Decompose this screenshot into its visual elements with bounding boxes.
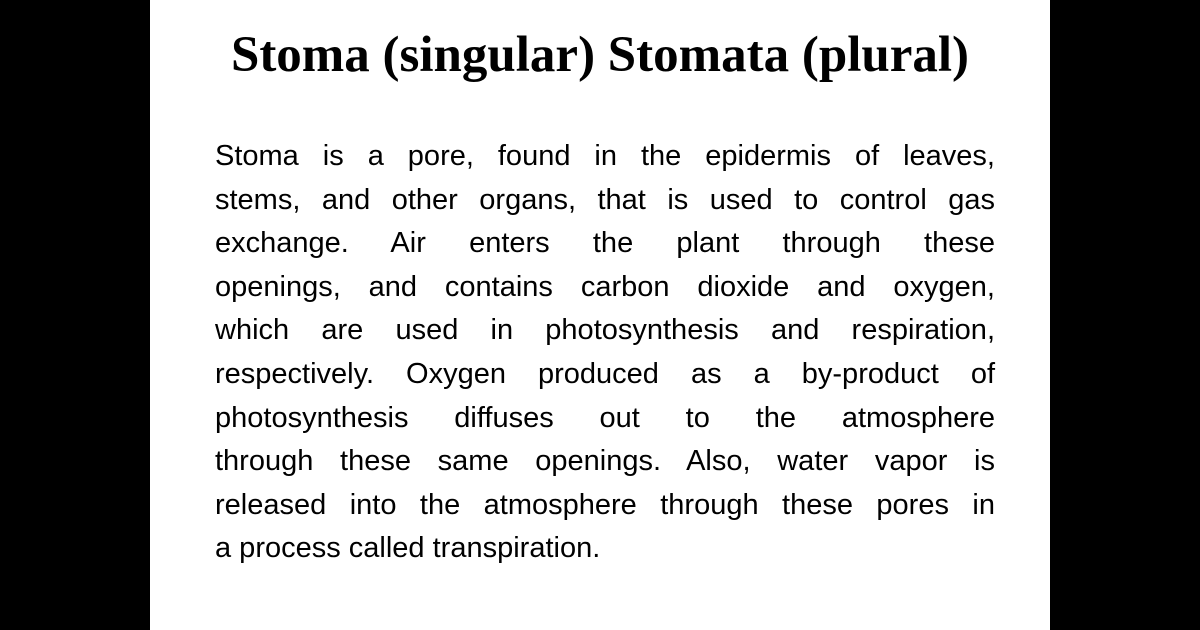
body-line: exchange. Air enters the plant through these — [215, 227, 995, 260]
slide — [150, 0, 1050, 630]
body-line: released into the atmosphere through these pores in — [215, 488, 995, 521]
body-line: through these same openings. Also, water vapor is — [215, 445, 995, 478]
body-line: Stoma is a pore, found in the epidermis of leaves, — [215, 140, 995, 172]
body-line: openings, and contains carbon dioxide and oxygen, — [215, 270, 995, 303]
body-line: a process called transpiration. — [215, 532, 601, 565]
body-line: photosynthesis diffuses out to the atmosphere — [215, 401, 995, 434]
body-line: which are used in photosynthesis and respiration, — [215, 314, 995, 347]
body-line: stems, and other organs, that is used to control gas — [215, 183, 995, 216]
slide-body-text — [215, 135, 995, 571]
slide-title: Stoma (singular) Stomata (plural) — [230, 27, 970, 83]
body-line: respectively. Oxygen produced as a by-product of — [215, 357, 995, 390]
